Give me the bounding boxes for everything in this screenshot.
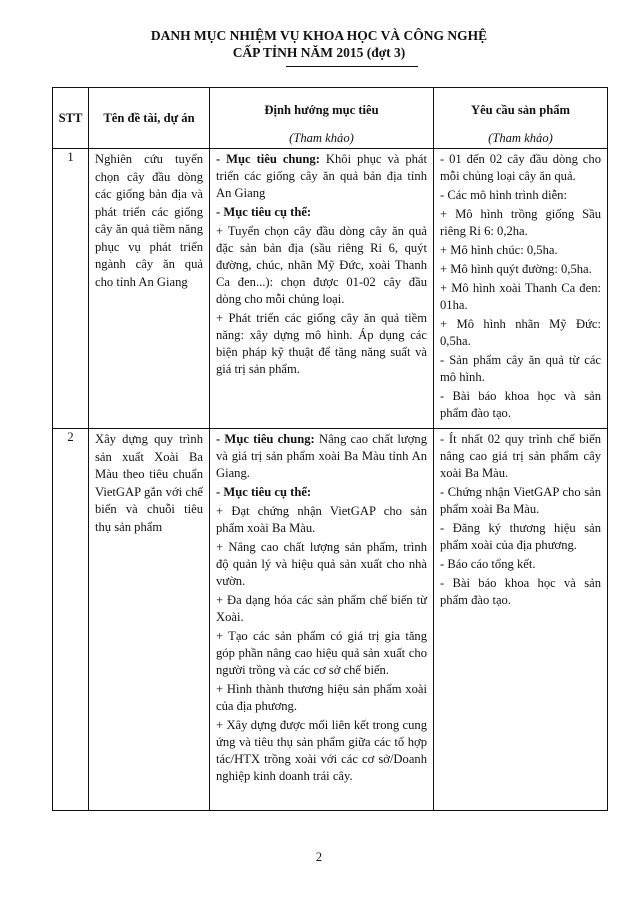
- row-products: [434, 429, 608, 811]
- goal-item-label: - Mục tiêu chung:: [216, 152, 320, 166]
- header-product-label: Yêu cầu sản phẩm: [470, 103, 571, 117]
- goal-item-label: - Mục tiêu chung:: [216, 432, 315, 446]
- product-item: - Đăng ký thương hiệu sản phẩm xoài của địa phương.: [440, 521, 601, 552]
- goal-item-label: - Mục tiêu cụ thể:: [216, 485, 312, 499]
- product-item: + Mô hình chúc: 0,5ha.: [440, 243, 558, 257]
- goal-item: + Đa dạng hóa các sản phẩm chế biến từ Xoài.: [216, 593, 427, 624]
- product-item: - Chứng nhận VietGAP cho sản phẩm xoài Ba Màu.: [440, 485, 601, 516]
- product-item: - Các mô hình trình diễn:: [440, 188, 567, 202]
- table-header-row: [53, 88, 608, 149]
- goal-item: + Tạo các sản phẩm có giá trị gia tăng góp phần nâng cao hiệu quả sản xuất cho người trồng và các cơ sở chế biến.: [216, 629, 427, 677]
- document-title: [0, 27, 638, 61]
- goal-item: [216, 484, 427, 501]
- goal-item: + Hình thành thương hiệu sản phẩm xoài của địa phương.: [216, 682, 427, 713]
- goal-item: [216, 151, 427, 202]
- row-products: [434, 149, 608, 429]
- product-item: - Báo cáo tổng kết.: [440, 557, 536, 571]
- goal-item: + Phát triển các giống cây ăn quả tiềm năng: xây dựng mô hình. Áp dụng các biện pháp kỹ thuật để tăng năng suất và giá trị sản phẩm.: [216, 311, 427, 376]
- goal-item: [216, 431, 427, 482]
- header-goal: [210, 88, 434, 149]
- product-item: - Ít nhất 02 quy trình chế biến nâng cao giá trị sản phẩm cây xoài Ba Màu.: [440, 432, 601, 480]
- product-item: - 01 đến 02 cây đầu dòng cho mỗi chủng loại cây ăn quả.: [440, 152, 601, 183]
- row-goal: [210, 149, 434, 429]
- title-line-1: DANH MỤC NHIỆM VỤ KHOA HỌC VÀ CÔNG NGHỆ: [150, 28, 488, 43]
- goal-item: + Tuyển chọn cây đầu dòng cây ăn quả đặc sản bản địa (sầu riêng Ri 6, quýt đường, chúc, nhãn Mỹ Đức, xoài Thanh Ca đen...): chọn được 01-02 cây đầu dòng cho mỗi chủng loại.: [216, 224, 427, 306]
- header-goal-label: Định hướng mục tiêu: [264, 103, 379, 117]
- title-line-2: CẤP TỈNH NĂM 2015 (đợt 3): [232, 45, 406, 60]
- goal-item: + Xây dựng được mối liên kết trong cung ứng và tiêu thụ sản phẩm giữa các tổ hợp tác/HTX trồng xoài với các cơ sở/Doanh nghiệp kinh doanh trái cây.: [216, 718, 427, 783]
- table-row: [53, 429, 608, 811]
- goal-item-text: Nâng cao chất lượng và giá trị sản phẩm xoài Ba Màu tỉnh An Giang.: [216, 432, 428, 480]
- goal-item: + Nâng cao chất lượng sản phẩm, trình độ quản lý và hiệu quả sản xuất cho nhà vườn.: [216, 540, 427, 588]
- product-item: - Bài báo khoa học và sản phẩm đào tạo.: [440, 389, 601, 420]
- row-name: Nghiên cứu tuyển chọn cây đầu dòng các giống bản địa và phát triển các giống cây ăn quả tiềm năng phục vụ phát triển ngành cây ăn quả cho tỉnh An Giang: [89, 149, 210, 429]
- row-name: Xây dựng quy trình sản xuất Xoài Ba Màu theo tiêu chuẩn VietGAP gắn với chế biến và chuỗi tiêu thụ sản phẩm: [89, 429, 210, 811]
- header-name: Tên đề tài, dự án: [89, 88, 210, 149]
- product-item: + Mô hình nhãn Mỹ Đức: 0,5ha.: [440, 317, 601, 348]
- product-item: - Bài báo khoa học và sản phẩm đào tạo.: [440, 576, 601, 607]
- page-number: 2: [315, 850, 323, 864]
- row-stt: 1: [53, 149, 89, 429]
- table-row: [53, 149, 608, 429]
- product-item: + Mô hình trồng giống Sầu riêng Ri 6: 0,2ha.: [440, 207, 601, 238]
- goal-item-text: Khôi phục và phát triển các giống cây ăn quả bản địa tỉnh An Giang: [216, 152, 428, 200]
- product-item: - Sản phẩm cây ăn quả từ các mô hình.: [440, 353, 601, 384]
- product-item: + Mô hình xoài Thanh Ca đen: 01ha.: [440, 281, 601, 312]
- task-table: [52, 87, 608, 811]
- goal-item: [216, 204, 427, 221]
- row-goal: [210, 429, 434, 811]
- product-item: + Mô hình quýt đường: 0,5ha.: [440, 262, 592, 276]
- title-underline: [286, 66, 418, 67]
- header-product-note: (Tham khảo): [488, 131, 553, 145]
- goal-item-label: - Mục tiêu cụ thể:: [216, 205, 312, 219]
- row-stt: 2: [53, 429, 89, 811]
- header-goal-note: (Tham khảo): [289, 131, 354, 145]
- header-product: [434, 88, 608, 149]
- goal-item: + Đạt chứng nhận VietGAP cho sản phẩm xoài Ba Màu.: [216, 504, 427, 535]
- header-stt: STT: [53, 88, 89, 149]
